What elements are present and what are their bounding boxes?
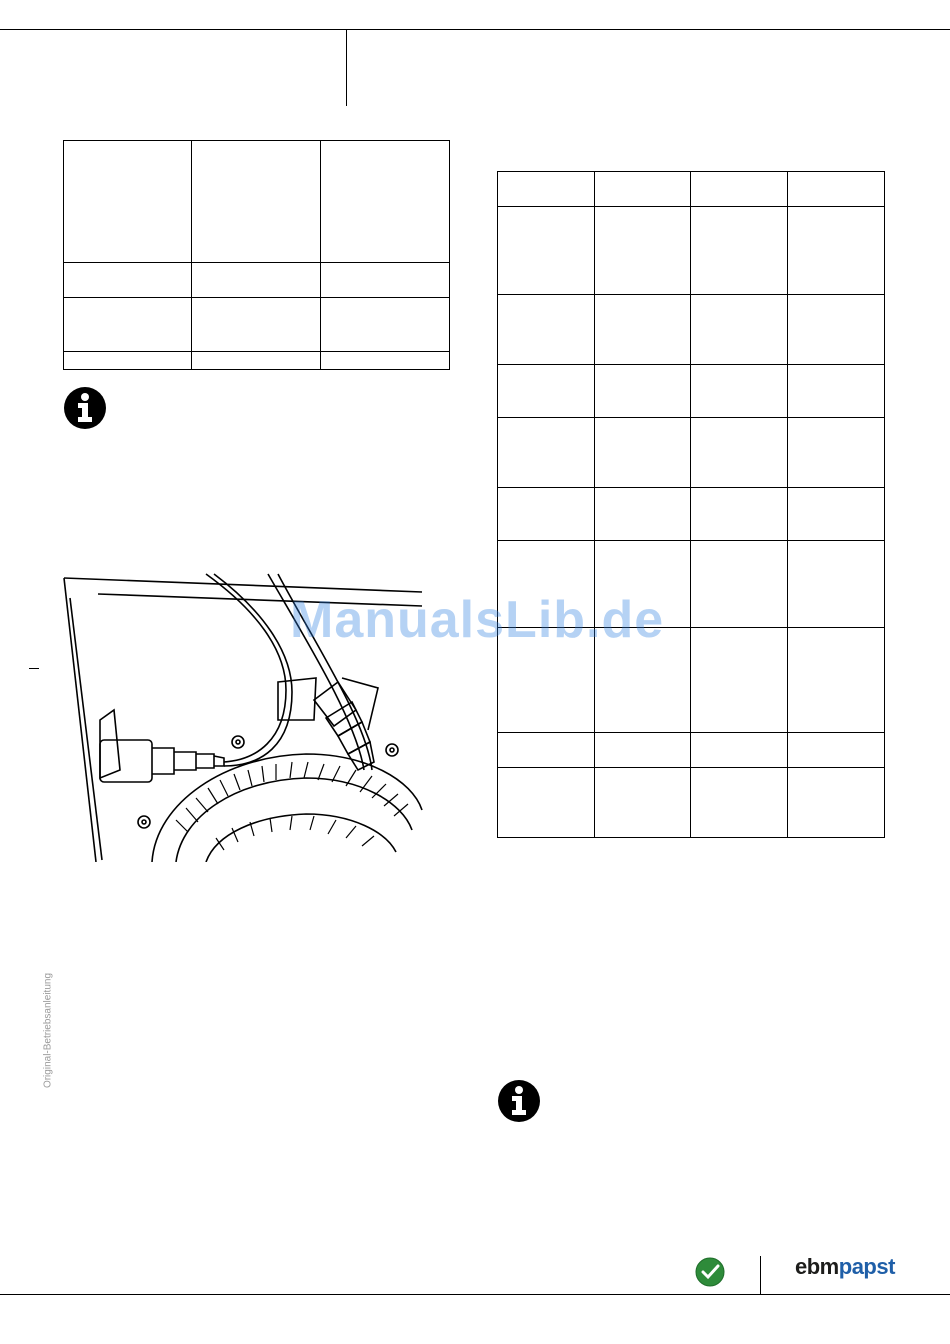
green-tech-check-icon <box>695 1257 725 1287</box>
header-divider <box>346 29 347 106</box>
table-row <box>498 365 885 418</box>
header-rule <box>0 29 950 30</box>
side-label: Original-Betriebsanleitung <box>42 972 54 1089</box>
table-row <box>498 768 885 838</box>
table-row <box>64 141 450 263</box>
footer-rule <box>0 1294 950 1295</box>
table-row <box>64 263 450 298</box>
info-icon <box>497 1079 541 1123</box>
right-table <box>497 171 885 838</box>
brand-part-1: ebm <box>795 1254 839 1279</box>
info-icon <box>63 386 107 430</box>
left-table <box>63 140 450 370</box>
table-row <box>498 207 885 295</box>
table-row <box>498 488 885 541</box>
margin-mark <box>29 668 39 669</box>
watermark: ManualsLib.de <box>290 591 665 649</box>
table-row <box>64 298 450 352</box>
footer-divider <box>760 1256 761 1294</box>
brand-part-2: papst <box>838 1254 895 1279</box>
brand-logo <box>795 1254 895 1280</box>
table-row <box>498 295 885 365</box>
table-row <box>498 418 885 488</box>
table-row <box>498 172 885 207</box>
table-row <box>64 352 450 370</box>
table-row <box>498 733 885 768</box>
